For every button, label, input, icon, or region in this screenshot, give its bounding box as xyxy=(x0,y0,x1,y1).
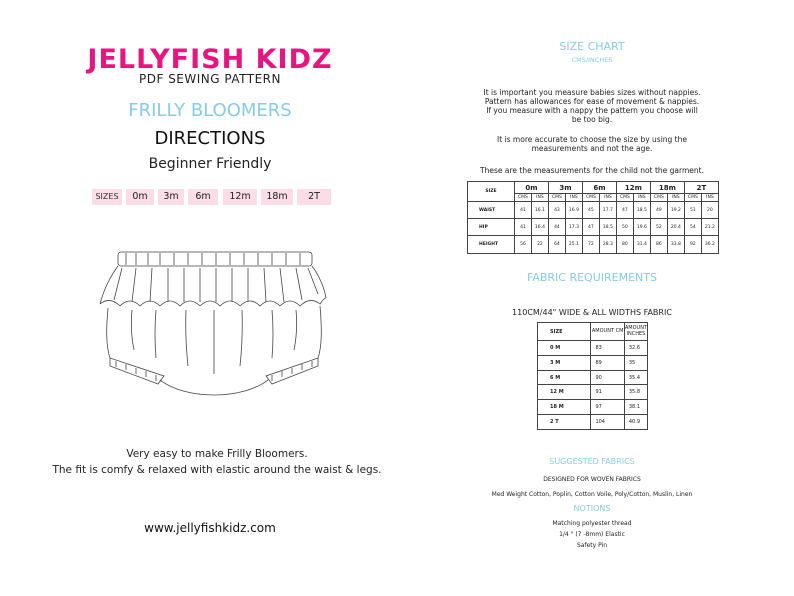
size-tag-2t: 2T xyxy=(297,189,331,205)
size-chart-intro-1: It is important you measure babies sizes without nappies. xyxy=(483,88,701,97)
size-chart-table xyxy=(467,181,719,254)
table-cell: 86 xyxy=(650,236,667,254)
website-link[interactable]: www.jellyfishkidz.com xyxy=(144,521,276,535)
table-cell: 92 xyxy=(684,236,701,254)
table-cell: 25.1 xyxy=(565,236,582,254)
table-cell: 50 xyxy=(616,219,633,236)
size-col-6m: 6m xyxy=(582,182,616,194)
table-cell: 54 xyxy=(684,219,701,236)
size-tag-3m: 3m xyxy=(158,189,184,205)
table-cell: 20 xyxy=(701,202,718,219)
table-cell: 72 xyxy=(582,236,599,254)
size-chart-intro-4: be too big. xyxy=(571,115,613,124)
notions-line-2: 1/4 " (7 -8mm) Elastic xyxy=(559,531,625,538)
fabric-size: 6 M xyxy=(538,370,591,385)
fabric-cm: 104 xyxy=(591,415,624,430)
table-cell: 16.1 xyxy=(531,202,548,219)
fabric-in: 40.9 xyxy=(624,415,647,430)
size-chart-units: CMS/INCHES xyxy=(571,56,613,64)
size-tag-12m: 12m xyxy=(223,189,257,205)
table-cell: 52 xyxy=(650,219,667,236)
unit-ins: INS xyxy=(565,194,582,202)
fabric-size: 0 M xyxy=(538,341,591,356)
fabric-in: 32.6 xyxy=(624,341,647,356)
fabric-width-note: 110CM/44" WIDE & ALL WIDTHS FABRIC xyxy=(512,308,672,317)
fabric-in: 38.1 xyxy=(624,400,647,415)
unit-cms: CMS xyxy=(548,194,565,202)
table-cell: 64 xyxy=(548,236,565,254)
description-line-2: The fit is comfy & relaxed with elastic around the waist & legs. xyxy=(52,464,382,476)
table-cell: 18.5 xyxy=(599,219,616,236)
suggested-fabrics-title: SUGGESTED FABRICS xyxy=(549,457,635,466)
size-chart-title: SIZE CHART xyxy=(559,40,625,53)
directions-heading: DIRECTIONS xyxy=(154,128,266,149)
table-cell: 49 xyxy=(650,202,667,219)
unit-ins: INS xyxy=(667,194,684,202)
table-cell: 31.4 xyxy=(633,236,650,254)
table-cell: 18.5 xyxy=(633,202,650,219)
fabric-cm: 91 xyxy=(591,385,624,400)
bloomers-illustration xyxy=(96,250,332,410)
unit-cms: CMS xyxy=(582,194,599,202)
table-cell: 43 xyxy=(548,202,565,219)
table-cell: 33.8 xyxy=(667,236,684,254)
fabric-size: 18 M xyxy=(538,400,591,415)
row-label-height: HEIGHT xyxy=(468,236,515,254)
table-cell: 41 xyxy=(515,202,532,219)
size-chart-intro-5: It is more accurate to choose the size by using the xyxy=(497,135,687,144)
unit-ins: INS xyxy=(701,194,718,202)
fabric-size: 3 M xyxy=(538,355,591,370)
table-cell: 19.6 xyxy=(633,219,650,236)
size-chart-intro-6: measurements and not the age. xyxy=(531,144,653,153)
fabric-header-size: SIZE xyxy=(538,323,591,341)
size-chart-intro-2: Pattern has allowances for ease of movement & nappies. xyxy=(484,97,700,106)
size-col-3m: 3m xyxy=(548,182,582,194)
fabric-size: 2 T xyxy=(538,415,591,430)
unit-ins: INS xyxy=(599,194,616,202)
table-cell: 16.9 xyxy=(565,202,582,219)
table-cell: 22 xyxy=(531,236,548,254)
table-cell: 80 xyxy=(616,236,633,254)
fabric-header-in: AMOUNT INCHES xyxy=(624,323,647,341)
unit-cms: CMS xyxy=(616,194,633,202)
fabric-in: 35 xyxy=(624,355,647,370)
size-chart-size-header: SIZE xyxy=(468,182,515,202)
table-cell: 16.4 xyxy=(531,219,548,236)
size-col-0m: 0m xyxy=(515,182,549,194)
description-line-1: Very easy to make Frilly Bloomers. xyxy=(126,448,308,460)
fabric-cm: 83 xyxy=(591,341,624,356)
row-label-hip: HIP xyxy=(468,219,515,236)
unit-cms: CMS xyxy=(515,194,532,202)
unit-cms: CMS xyxy=(650,194,667,202)
table-cell: 56 xyxy=(515,236,532,254)
suggested-fabrics-line-1: DESIGNED FOR WOVEN FABRICS xyxy=(543,476,641,483)
table-cell: 17.7 xyxy=(599,202,616,219)
table-cell: 20.4 xyxy=(667,219,684,236)
fabric-requirements-title: FABRIC REQUIREMENTS xyxy=(527,271,657,284)
fabric-in: 35.8 xyxy=(624,385,647,400)
notions-line-1: Matching polyester thread xyxy=(552,520,632,527)
notions-title: NOTIONS xyxy=(573,504,611,513)
unit-ins: INS xyxy=(633,194,650,202)
row-label-waist: WAIST xyxy=(468,202,515,219)
skill-level: Beginner Friendly xyxy=(148,156,272,172)
size-col-2t: 2T xyxy=(684,182,718,194)
fabric-cm: 89 xyxy=(591,355,624,370)
product-name: FRILLY BLOOMERS xyxy=(128,100,292,121)
size-chart-intro-7: These are the measurements for the child not the garment. xyxy=(480,166,704,175)
fabric-size: 12 M xyxy=(538,385,591,400)
brand-logo-text: JELLYFISH KIDZ xyxy=(87,44,333,75)
unit-cms: CMS xyxy=(684,194,701,202)
table-cell: 41 xyxy=(515,219,532,236)
fabric-requirements-table xyxy=(537,322,648,430)
fabric-in: 35.4 xyxy=(624,370,647,385)
size-col-18m: 18m xyxy=(650,182,684,194)
size-col-12m: 12m xyxy=(616,182,650,194)
table-cell: 21.2 xyxy=(701,219,718,236)
size-tag-6m: 6m xyxy=(188,189,218,205)
table-cell: 44 xyxy=(548,219,565,236)
suggested-fabrics-line-2: Med Weight Cotton, Poplin, Cotton Voile, Poly/Cotton, Muslin, Linen xyxy=(491,491,693,498)
notions-line-3: Safety Pin xyxy=(576,542,608,549)
fabric-cm: 90 xyxy=(591,370,624,385)
table-cell: 47 xyxy=(582,219,599,236)
table-cell: 28.3 xyxy=(599,236,616,254)
fabric-cm: 97 xyxy=(591,400,624,415)
size-tag-18m: 18m xyxy=(261,189,293,205)
fabric-header-cm: AMOUNT CM xyxy=(591,323,624,341)
table-cell: 45 xyxy=(582,202,599,219)
sizes-label: SIZES xyxy=(92,189,122,205)
pattern-subtitle: PDF SEWING PATTERN xyxy=(139,72,281,86)
size-chart-intro-3: If you measure with a nappy the pattern you choose will xyxy=(486,106,698,115)
table-cell: 36.2 xyxy=(701,236,718,254)
unit-ins: INS xyxy=(531,194,548,202)
table-cell: 17.3 xyxy=(565,219,582,236)
table-cell: 51 xyxy=(684,202,701,219)
table-cell: 47 xyxy=(616,202,633,219)
size-tag-0m: 0m xyxy=(126,189,154,205)
table-cell: 19.2 xyxy=(667,202,684,219)
